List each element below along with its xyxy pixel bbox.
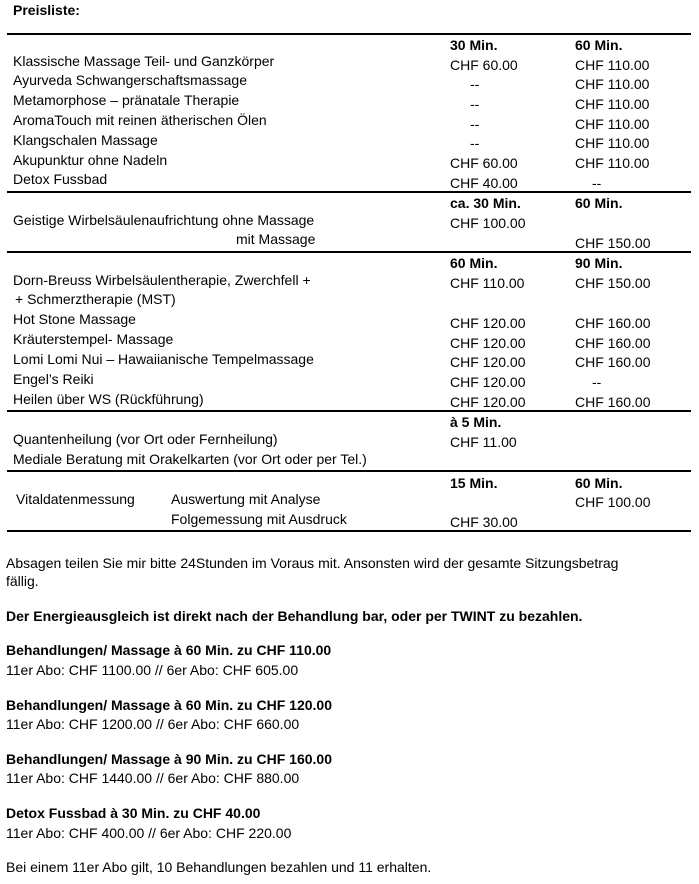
price-col1: CHF 110.00 <box>450 275 525 291</box>
service-name: Lomi Lomi Nui – Hawaiianische Tempelmassage <box>13 351 314 367</box>
price-col2: CHF 110.00 <box>575 96 650 112</box>
service-name: Akupunktur ohne Nadeln <box>13 152 168 168</box>
price-col1: CHF 120.00 <box>450 394 526 410</box>
price-col1: CHF 11.00 <box>450 434 517 450</box>
service-name: Heilen über WS (Rückführung) <box>13 391 204 407</box>
service-name: Vitaldatenmessung <box>16 491 135 507</box>
price-col2: -- <box>592 374 602 390</box>
page-title: Preisliste: <box>13 2 80 18</box>
offer-title: Detox Fussbad à 30 Min. zu CHF 40.00 <box>6 805 261 821</box>
price-col1: CHF 120.00 <box>450 335 526 351</box>
payment-note: Der Energieausgleich ist direkt nach der Behandlung bar, oder per TWINT zu bezahlen. <box>6 608 583 624</box>
offer-title: Behandlungen/ Massage à 60 Min. zu CHF 110.00 <box>6 642 332 658</box>
price-col1: CHF 120.00 <box>450 374 526 390</box>
col-header-2: 60 Min. <box>575 195 623 211</box>
section-divider <box>7 191 691 193</box>
price-col2: -- <box>592 175 602 191</box>
price-col2: CHF 160.00 <box>575 354 651 370</box>
service-name: Detox Fussbad <box>13 171 108 187</box>
price-col1: CHF 120.00 <box>450 354 526 370</box>
offer-title: Behandlungen/ Massage à 60 Min. zu CHF 120.00 <box>6 697 332 713</box>
price-col2: CHF 100.00 <box>575 494 651 510</box>
section-divider <box>7 251 691 253</box>
price-col1: CHF 100.00 <box>450 215 526 231</box>
price-col2: CHF 160.00 <box>575 394 651 410</box>
service-name: Klangschalen Massage <box>13 132 158 148</box>
price-col2: CHF 110.00 <box>575 135 650 151</box>
offer-detail: 11er Abo: CHF 1200.00 // 6er Abo: CHF 660.00 <box>6 716 300 732</box>
service-name: Quantenheilung (vor Ort oder Fernheilung) <box>13 431 278 447</box>
price-col1: -- <box>470 96 480 112</box>
service-name: Metamorphose – pränatale Therapie <box>13 92 240 108</box>
price-col2: CHF 110.00 <box>575 57 650 73</box>
service-name: Auswertung mit Analyse <box>171 491 321 507</box>
col-header-1: 30 Min. <box>450 37 498 53</box>
section-divider <box>7 470 691 472</box>
service-name: AromaTouch mit reinen ätherischen Ölen <box>13 112 267 128</box>
col-header-1: à 5 Min. <box>450 414 502 430</box>
service-name: Hot Stone Massage <box>13 311 136 327</box>
col-header-1: ca. 30 Min. <box>450 195 521 211</box>
service-name: Geistige Wirbelsäulenaufrichtung ohne Massage <box>13 212 315 228</box>
price-col2: CHF 110.00 <box>575 76 650 92</box>
price-col1: CHF 60.00 <box>450 155 518 171</box>
service-name: Kräuterstempel- Massage <box>13 331 174 347</box>
service-name: mit Massage <box>236 231 316 247</box>
col-header-2: 60 Min. <box>575 37 623 53</box>
col-header-1: 15 Min. <box>450 475 498 491</box>
offer-detail: 11er Abo: CHF 1440.00 // 6er Abo: CHF 880.00 <box>6 770 300 786</box>
price-col1: -- <box>470 116 480 132</box>
service-name: + Schmerztherapie (MST) <box>15 291 176 307</box>
price-col2: CHF 160.00 <box>575 315 651 331</box>
price-col1: CHF 40.00 <box>450 175 518 191</box>
price-col2: CHF 150.00 <box>575 275 651 291</box>
price-col1: CHF 30.00 <box>450 514 518 530</box>
service-name: Ayurveda Schwangerschaftsmassage <box>13 72 247 88</box>
footer-note: Bei einem 11er Abo gilt, 10 Behandlungen bezahlen und 11 erhalten. <box>6 859 432 875</box>
service-name: Engel’s Reiki <box>13 371 94 387</box>
cancellation-note: fällig. <box>6 573 39 589</box>
section-divider <box>7 410 691 412</box>
offer-title: Behandlungen/ Massage à 90 Min. zu CHF 160.00 <box>6 751 332 767</box>
col-header-1: 60 Min. <box>450 255 498 271</box>
service-name: Folgemessung mit Ausdruck <box>171 511 347 527</box>
price-col1: CHF 120.00 <box>450 315 526 331</box>
price-col2: CHF 110.00 <box>575 116 650 132</box>
price-col2: CHF 160.00 <box>575 335 651 351</box>
offer-detail: 11er Abo: CHF 1100.00 // 6er Abo: CHF 605.00 <box>6 662 299 678</box>
cancellation-note: Absagen teilen Sie mir bitte 24Stunden im Voraus mit. Ansonsten wird der gesamte Sitzungsbetrag <box>6 555 619 571</box>
price-col2: CHF 110.00 <box>575 155 650 171</box>
service-name: Klassische Massage Teil- und Ganzkörper <box>13 53 275 69</box>
offer-detail: 11er Abo: CHF 400.00 // 6er Abo: CHF 220.00 <box>6 825 292 841</box>
price-col1: -- <box>470 135 480 151</box>
price-col1: CHF 60.00 <box>450 57 518 73</box>
service-name: Dorn-Breuss Wirbelsäulentherapie, Zwerchfell + <box>13 272 311 288</box>
section-divider <box>7 33 691 35</box>
service-name: Mediale Beratung mit Orakelkarten (vor Ort oder per Tel.) <box>13 451 367 467</box>
section-divider <box>7 530 691 532</box>
col-header-2: 90 Min. <box>575 255 623 271</box>
price-col2: CHF 150.00 <box>575 235 651 251</box>
col-header-2: 60 Min. <box>575 475 623 491</box>
price-col1: -- <box>470 76 480 92</box>
